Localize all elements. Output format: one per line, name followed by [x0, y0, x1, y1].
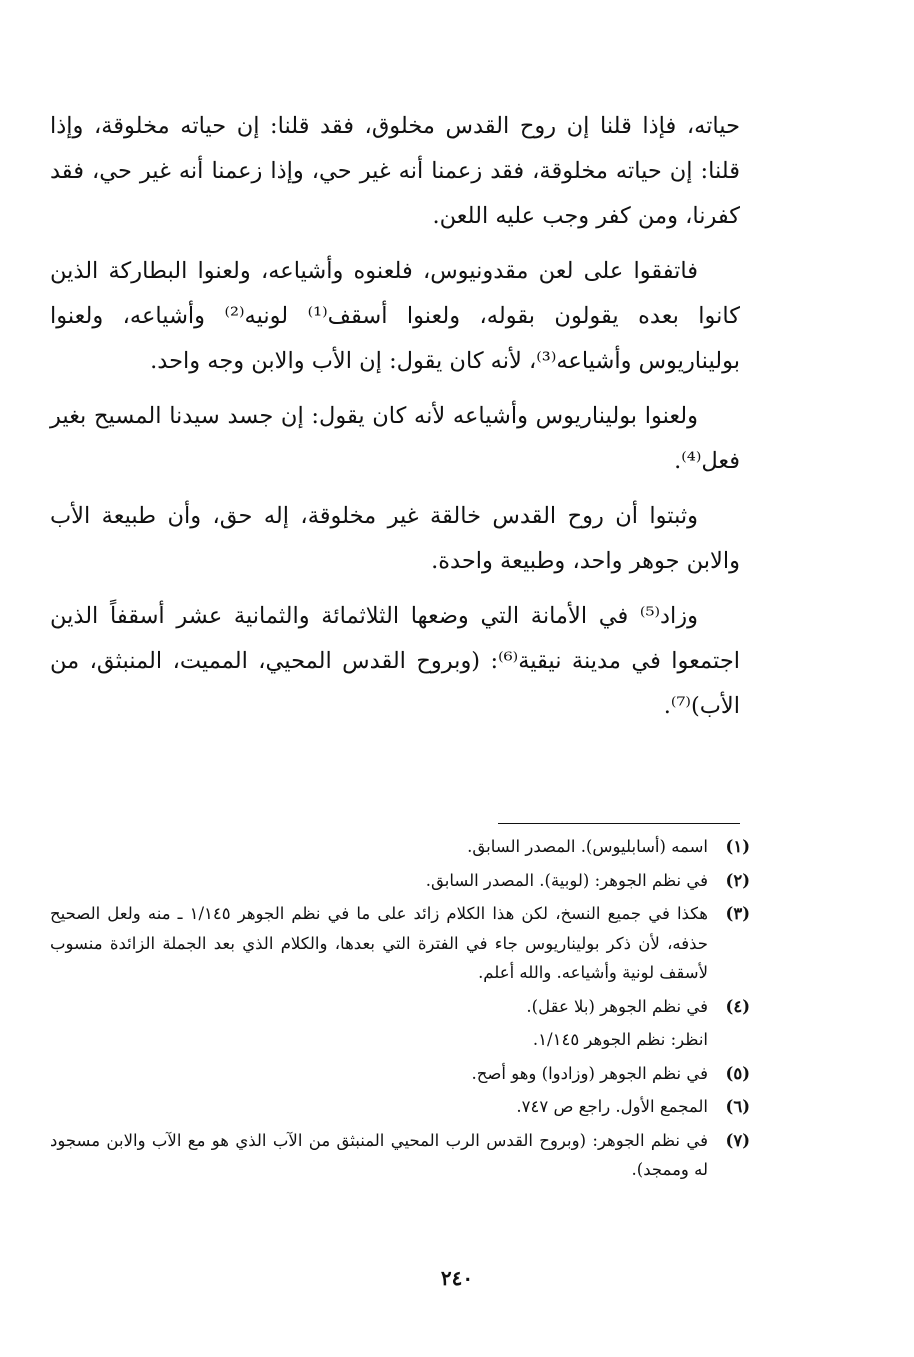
footnote-separator	[498, 823, 740, 824]
footnote-number: (١)	[725, 837, 750, 856]
footnote-number: (٦)	[725, 1097, 750, 1116]
footnote-text: اسمه (أسابليوس). المصدر السابق.	[467, 837, 708, 856]
paragraph: وزاد⁽⁵⁾ في الأمانة التي وضعها الثلاثمائة والثمانية عشر أسقفاً الذين اجتمعوا في مدينة نيقية⁽⁶⁾: (وبروح القدس المحيي، المميت، المنبثق، من الأب)⁽⁷⁾.	[50, 603, 740, 719]
footnote-number: (٥)	[725, 1063, 750, 1083]
footnote	[50, 899, 750, 988]
footnote	[50, 866, 750, 896]
footnote-text: في نظم الجوهر (وزادوا) وهو أصح.	[471, 1063, 708, 1083]
footnote-number: (٣)	[725, 904, 750, 923]
footnotes	[50, 832, 750, 1189]
footnote	[50, 832, 750, 862]
paragraph: وثبتوا أن روح القدس خالقة غير مخلوقة، إله حق، وأن طبيعة الأب والابن جوهر واحد، وطبيعة واحدة.	[50, 503, 740, 574]
footnote-number: (٧)	[725, 1130, 750, 1150]
footnote-continuation	[50, 1025, 750, 1055]
footnote	[50, 1126, 750, 1185]
footnote-text: في نظم الجوهر: (وبروح القدس الرب المحيي المنبثق من الآب الذي هو مع الآب والابن مسجود له وممجد).	[50, 1130, 708, 1179]
footnote-text: انظر: نظم الجوهر ١/١٤٥.	[532, 1030, 708, 1049]
footnote-text: في نظم الجوهر (بلا عقل).	[526, 996, 708, 1016]
footnote-number: (٤)	[725, 996, 750, 1016]
footnote-text: المجمع الأول. راجع ص ٧٤٧.	[516, 1097, 708, 1116]
footnote	[50, 992, 750, 1022]
main-text	[50, 104, 740, 739]
footnote	[50, 1092, 750, 1122]
footnote	[50, 1059, 750, 1089]
paragraph: ولعنوا بوليناريوس وأشياعه لأنه كان يقول: إن جسد سيدنا المسيح بغير فعل⁽⁴⁾.	[50, 403, 740, 474]
page-number: ٢٤٠	[440, 1266, 474, 1290]
paragraph: حياته، فإذا قلنا إن روح القدس مخلوق، فقد قلنا: إن حياته مخلوقة، وإذا قلنا: إن حياته مخلوقة، فقد زعمنا أنه غير حي، وإذا زعمنا أنه غير حي، فقد كفرنا، ومن كفر وجب عليه اللعن.	[50, 113, 740, 229]
footnote-number: (٢)	[725, 870, 750, 890]
footnote-text: هكذا في جميع النسخ، لكن هذا الكلام زائد على ما في نظم الجوهر ١/١٤٥ ـ منه ولعل الصحيح حذفه، لأن ذكر بوليناريوس جاء في الفترة التي بعدها، والكلام الذي بعد الجملة الزائدة منسوب لأسقف لونية وأشياعه. والله أعلم.	[50, 904, 708, 982]
paragraph: فاتفقوا على لعن مقدونيوس، فلعنوه وأشياعه، ولعنوا البطاركة الذين كانوا بعده يقولون بقوله، ولعنوا أسقف⁽¹⁾ لونيه⁽²⁾ وأشياعه، ولعنوا بوليناريوس وأشياعه⁽³⁾، لأنه كان يقول: إن الأب والابن وجه واحد.	[50, 258, 740, 374]
footnote-text: في نظم الجوهر: (لوبية). المصدر السابق.	[425, 870, 708, 890]
